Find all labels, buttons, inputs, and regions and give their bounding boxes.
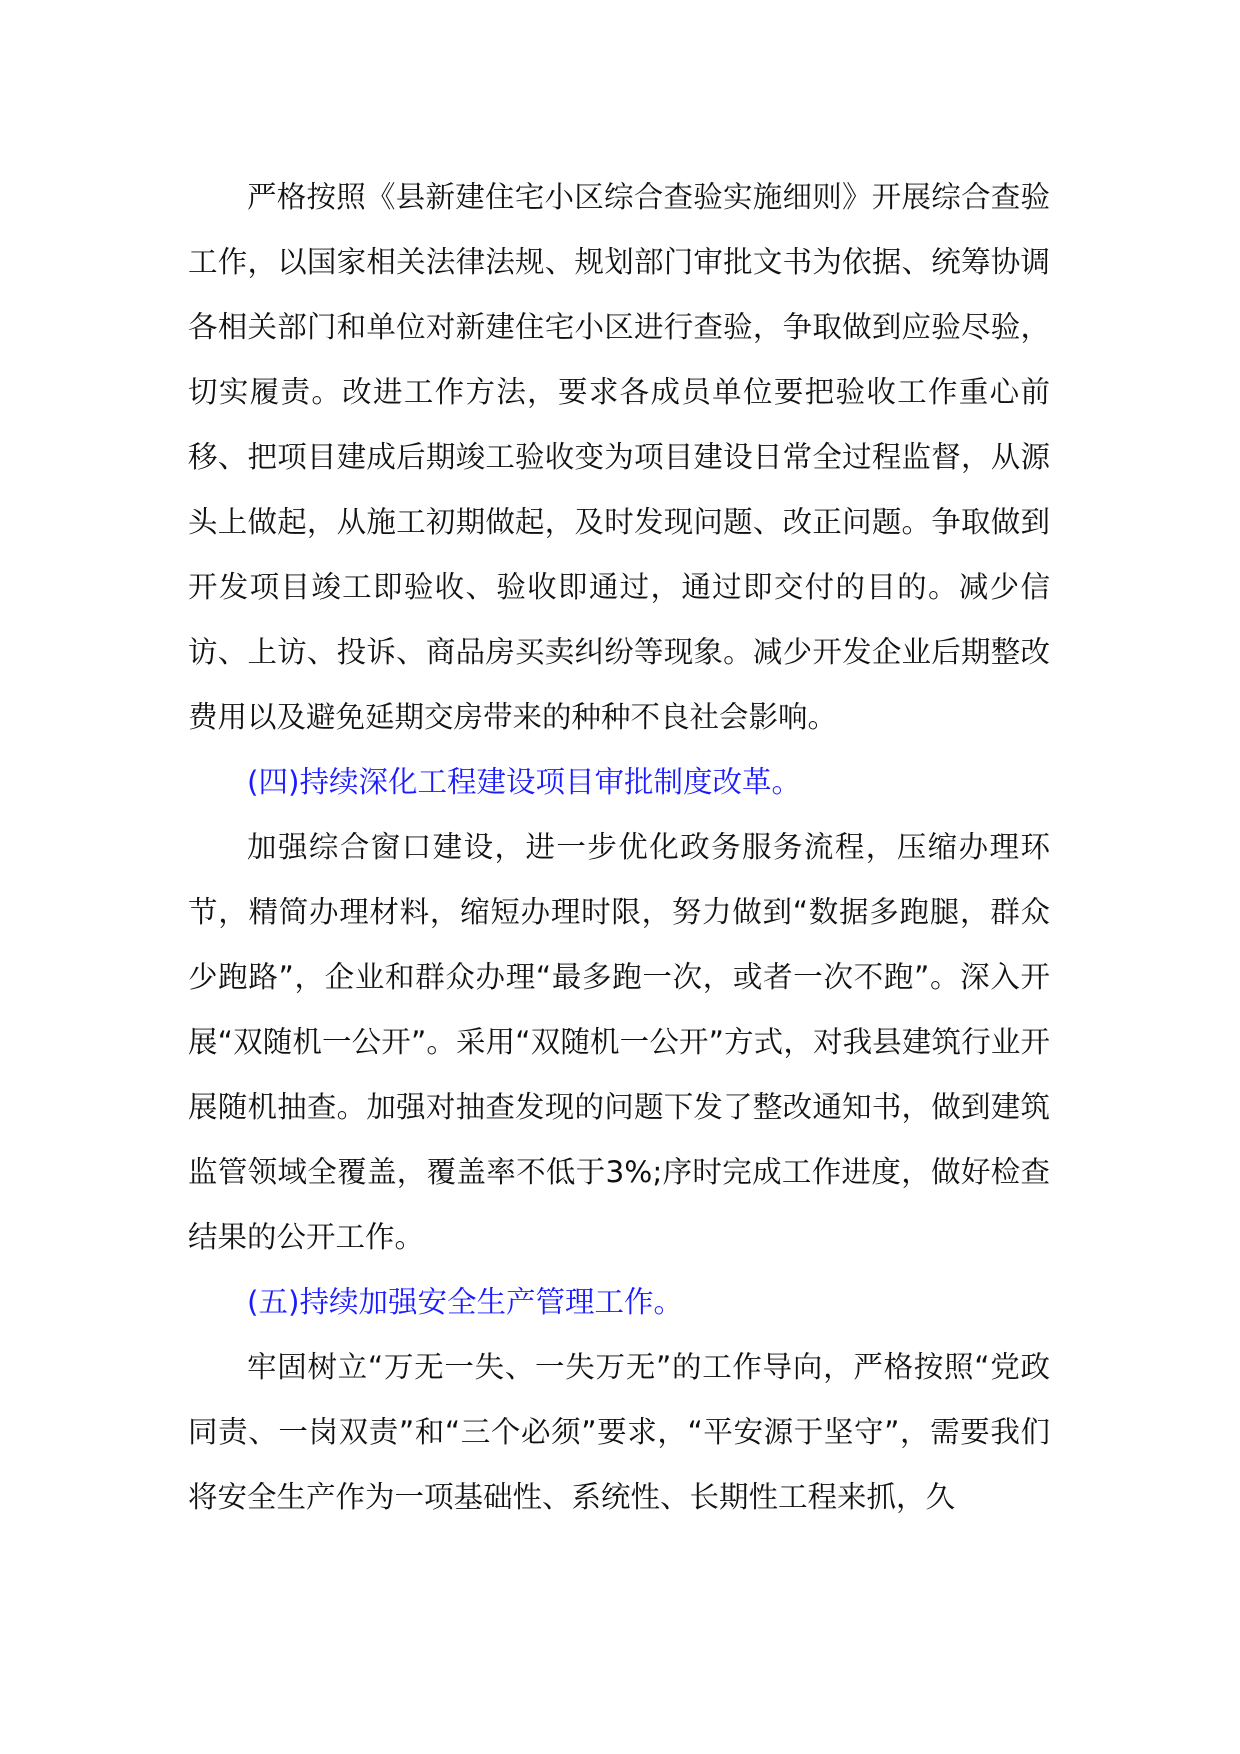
section-heading: (四)持续深化工程建设项目审批制度改革。 (247, 765, 802, 799)
body-paragraph: 加强综合窗口建设，进一步优化政务服务流程，压缩办理环节，精简办理材料，缩短办理时限，努力做到“数据多跑腿，群众少跑路”，企业和群众办理“最多跑一次，或者一次不跑”。深入开展“双随机一公开”。采用“双随机一公开”方式，对我县建筑行业开展随机抽查。加强对抽查发现的问题下发了整改通知书，做到建筑监管领域全覆盖，覆盖率不低于3%;序时完成工作进度，做好检查结果的公开工作。 (188, 830, 1050, 1254)
document-page (188, 165, 1050, 1530)
section-heading: (五)持续加强安全生产管理工作。 (247, 1285, 684, 1319)
body-paragraph: 严格按照《县新建住宅小区综合查验实施细则》开展综合查验工作，以国家相关法律法规、规划部门审批文书为依据、统筹协调各相关部门和单位对新建住宅小区进行查验，争取做到应验尽验，切实履责。改进工作方法，要求各成员单位要把验收工作重心前移、把项目建成后期竣工验收变为项目建设日常全过程监督，从源头上做起，从施工初期做起，及时发现问题、改正问题。争取做到开发项目竣工即验收、验收即通过，通过即交付的目的。减少信访、上访、投诉、商品房买卖纠纷等现象。减少开发企业后期整改费用以及避免延期交房带来的种种不良社会影响。 (188, 180, 1050, 734)
body-paragraph: 牢固树立“万无一失、一失万无”的工作导向，严格按照“党政同责、一岗双责”和“三个必须”要求，“平安源于坚守”，需要我们将安全生产作为一项基础性、系统性、长期性工程来抓，久 (188, 1350, 1050, 1514)
